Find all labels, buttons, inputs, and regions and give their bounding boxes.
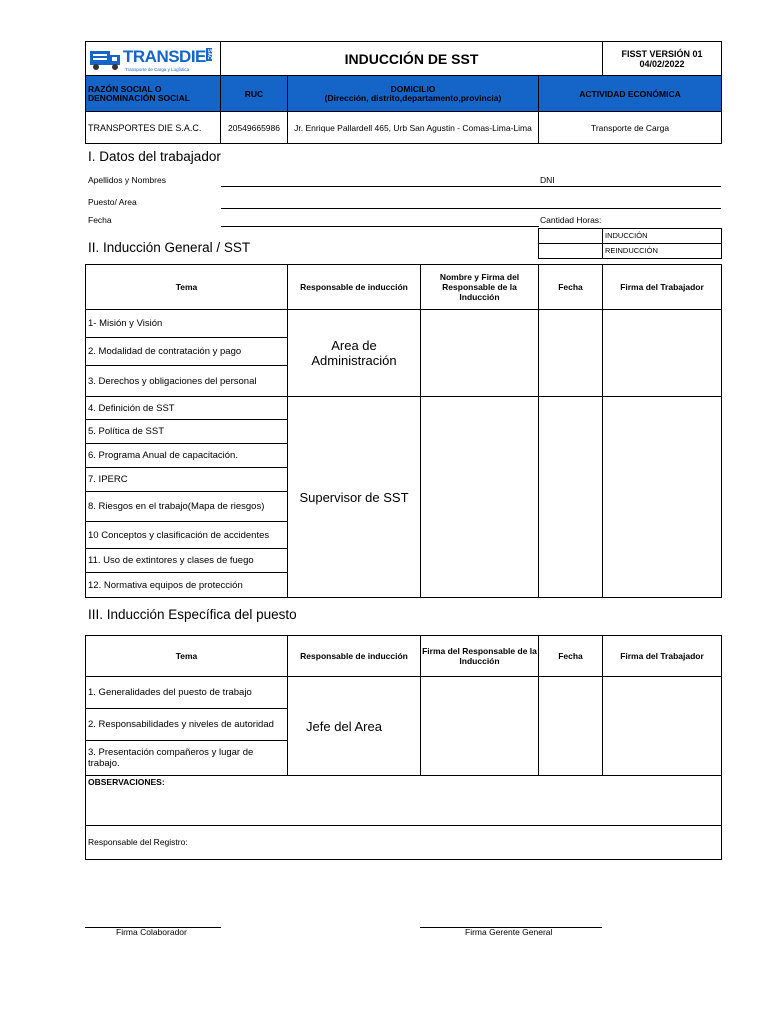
responsable-administracion: Area de Administración [311, 338, 397, 368]
col-header-tema: Tema [175, 282, 198, 292]
razon-social-header: RAZÓN SOCIAL O DENOMINACIÓN SOCIAL [88, 83, 190, 103]
actividad-header: ACTIVIDAD ECONÓMICA [579, 88, 681, 99]
topic-row: 2. Modalidad de contratación y pago [88, 346, 242, 357]
domicilio-subtitle: (Dirección, distrito,departamento,provincia) [324, 92, 502, 103]
divider [85, 775, 722, 776]
responsable-supervisor-sst: Supervisor de SST [299, 489, 409, 505]
topic-row: 10 Conceptos y clasificación de accidentes [88, 529, 270, 541]
section-title-induccion-especifica: III. Inducción Específica del puesto [88, 607, 297, 622]
domicilio-value: Jr. Enrique Pallardell 465, Urb San Agustin - Comas-Lima-Lima [294, 122, 532, 133]
topic-row: 1. Generalidades del puesto de trabajo [88, 687, 252, 698]
section-title-induccion-general: II. Inducción General / SST [88, 240, 251, 255]
razon-social-value: TRANSPORTES DIE S.A.C. [88, 122, 202, 133]
topic-row: 2. Responsabilidades y niveles de autoridad [88, 719, 274, 730]
topic-row: 3. Derechos y obligaciones del personal [88, 375, 257, 387]
responsable-registro-label: Responsable del Registro: [88, 837, 188, 847]
col-header-fecha: Fecha [558, 282, 583, 292]
truck-logo-icon [88, 45, 124, 73]
topic-row: 7. IPERC [88, 474, 128, 485]
logo-badge: SAC [206, 49, 212, 60]
topic-row: 12. Normativa equipos de protección [88, 579, 243, 591]
topic-row: 4. Definición de SST [88, 402, 175, 414]
version-date: 04/02/2022 [639, 58, 685, 69]
induccion-checkbox[interactable] [539, 229, 601, 242]
actividad-value: Transporte de Carga [590, 122, 670, 133]
topic-row: 11. Uso de extintores y clases de fuego [88, 555, 254, 566]
nombres-label: Apellidos y Nombres [88, 175, 166, 185]
topic-row: 6. Programa Anual de capacitación. [88, 450, 238, 461]
puesto-label: Puesto/ Area [88, 197, 137, 207]
col-header-responsable: Responsable de inducción [300, 282, 408, 292]
col-header-firma-trabajador: Firma del Trabajador [620, 282, 704, 292]
col-header-responsable: Responsable de inducción [300, 651, 408, 661]
topic-row: 8. Riesgos en el trabajo(Mapa de riesgos) [88, 501, 265, 512]
ruc-value: 20549665986 [227, 122, 280, 133]
firma-colaborador-label: Firma Colaborador [116, 927, 187, 937]
col-header-tema: Tema [175, 651, 198, 661]
domicilio-title: DOMICILIO [390, 83, 436, 94]
observaciones-label: OBSERVACIONES: [88, 777, 165, 787]
logo-subtitle: Transporte de Carga y Logística [125, 67, 190, 72]
col-header-fecha: Fecha [558, 651, 583, 661]
divider [602, 264, 603, 598]
col-header-firma-trabajador: Firma del Trabajador [620, 651, 704, 661]
divider [420, 264, 421, 598]
topic-row: 3. Presentación compañeros y lugar de trabajo. [88, 747, 254, 769]
nombres-field-line[interactable] [221, 186, 721, 187]
puesto-field-line[interactable] [221, 208, 721, 209]
version-label [603, 42, 721, 75]
page-title: INDUCCIÓN DE SST [344, 50, 479, 67]
divider [85, 825, 722, 826]
version-text: FISST VERSIÓN 01 [621, 48, 703, 59]
topic-row: 1- Misión y Visión [88, 318, 163, 329]
reinduccion-checkbox[interactable] [539, 244, 601, 258]
cantidad-horas-label: Cantidad Horas: [540, 215, 602, 225]
induccion-option: INDUCCIÓN [605, 231, 648, 240]
section-title-datos-trabajador: I. Datos del trabajador [88, 149, 221, 164]
company-logo [88, 45, 218, 73]
logo-text: TRANSDIE [123, 47, 206, 66]
col-header-nombre-firma: Nombre y Firma del Responsable de la Inducción [439, 272, 520, 302]
reinduccion-option: REINDUCCIÓN [605, 246, 658, 255]
firma-gerente-label: Firma Gerente General [465, 927, 553, 937]
responsable-jefe-area: Jefe del Area [306, 718, 382, 734]
fecha-field-line[interactable] [221, 226, 539, 227]
observaciones-field[interactable] [86, 789, 721, 824]
fecha-label: Fecha [88, 215, 112, 225]
dni-label: DNI [540, 175, 555, 185]
topic-row: 5. Política de SST [88, 426, 165, 437]
col-header-firma-responsable: Firma del Responsable de la Inducción [422, 646, 537, 666]
ruc-header: RUC [244, 88, 264, 99]
divider [538, 264, 539, 598]
domicilio-header [288, 77, 538, 110]
